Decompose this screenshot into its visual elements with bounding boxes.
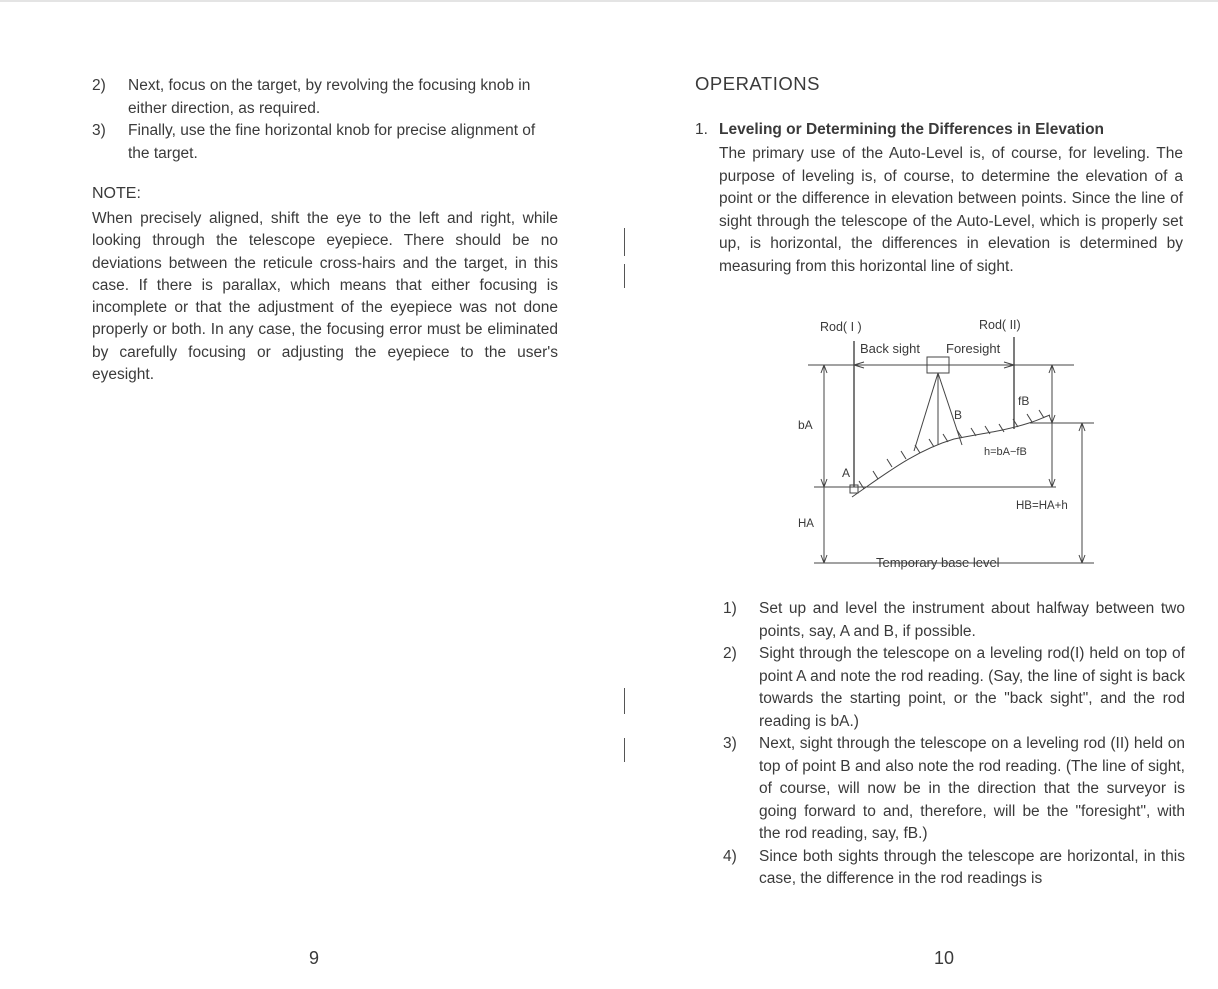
- ground-hatch: [859, 481, 864, 489]
- step-number: 2): [92, 77, 106, 94]
- right-step-list: [723, 598, 1185, 891]
- ground-hatch: [971, 428, 976, 436]
- list-item: [723, 598, 1185, 643]
- ground-hatch: [943, 434, 948, 442]
- operations-heading: OPERATIONS: [695, 73, 820, 94]
- backsight-label: Back sight: [860, 341, 920, 356]
- ground-hatch: [929, 439, 934, 447]
- ground-hatch: [1039, 410, 1044, 418]
- step-text: Finally, use the fine horizontal knob for precise alignment of the target.: [128, 122, 536, 162]
- ground-hatch: [915, 445, 920, 453]
- section-number: 1.: [695, 121, 708, 138]
- step-number: 4): [723, 847, 737, 865]
- fb-label: fB: [1018, 394, 1030, 408]
- left-step-list: [92, 75, 558, 165]
- step-text: Set up and level the instrument about halfway between two points, say, A and B, if possible.: [759, 600, 1185, 640]
- step-text: Sight through the telescope on a leveling rod(I) held on top of point A and note the rod reading. (Say, the line of sight is back towards the starting point, or the "back sight", and the rod reading is bA.): [759, 645, 1185, 730]
- tripod-leg: [914, 373, 938, 451]
- step-number: 2): [723, 645, 737, 662]
- page-number: 10: [934, 948, 955, 968]
- ha-label: HA: [798, 518, 814, 530]
- rod1-label: Rod( I ): [820, 320, 862, 334]
- list-item: [723, 846, 1185, 891]
- ground-hatch: [873, 471, 878, 479]
- list-item: [723, 733, 1185, 846]
- point-a-label: A: [842, 466, 851, 480]
- step-text: Since both sights through the telescope are horizontal, in this case, the difference in the rod readings is: [759, 847, 1185, 887]
- step-number: 1): [723, 600, 737, 617]
- base-level-label: Temporary base level: [876, 555, 1000, 570]
- step-text: Next, sight through the telescope on a leveling rod (II) held on top of point B and also note the rod reading. (The line of sight, of course, will now be in the direction that the surveyor is going forward to and, therefore, will be the "foresight", with the rod reading, say, fB.): [759, 735, 1185, 842]
- hb-equation-label: HB=HA+h: [1016, 500, 1068, 512]
- ba-label: bA: [798, 418, 813, 432]
- note-heading: NOTE:: [92, 185, 141, 202]
- list-item: [92, 120, 558, 165]
- ground-hatch: [1027, 414, 1032, 422]
- ground-hatch: [887, 459, 892, 467]
- step-number: 3): [723, 735, 737, 752]
- ground-hatch: [901, 451, 906, 459]
- h-equation-label: h=bA−fB: [984, 446, 1027, 458]
- point-b-label: B: [954, 408, 963, 422]
- section-title-text: Leveling or Determining the Differences in Elevation: [719, 121, 1105, 138]
- step-text: Next, focus on the target, by revolving the focusing knob in either direction, as required.: [128, 77, 531, 117]
- step-number: 3): [92, 122, 106, 139]
- right-page: [609, 0, 1218, 989]
- section-title: [695, 121, 1104, 139]
- section-body: The primary use of the Auto-Level is, of course, for leveling. The purpose of leveling is, of course, to determine the elevation of a point or the difference in elevation between points. Since the line of sight through the telescope of the Auto-Level, which is properly set up, is horizontal, the differences in elevation is determined by measuring from this horizontal line of sight.: [719, 145, 1183, 275]
- rod2-label: Rod( II): [979, 318, 1021, 332]
- leveling-diagram: [794, 315, 1114, 577]
- page-number: 9: [309, 948, 320, 968]
- foresight-label: Foresight: [946, 341, 1001, 356]
- list-item: [92, 75, 558, 120]
- list-item: [723, 643, 1185, 733]
- note-body: When precisely aligned, shift the eye to the left and right, while looking through the telescope eyepiece. There should be no deviations between the reticule cross-hairs and the target, in this case. If there is parallax, which means that either focusing is incomplete or that the adjustment of the eyepiece was not done properly or both. In any case, the focusing error must be eliminated by carefully focusing or adjusting the eyepiece to the user's eyesight.: [92, 210, 558, 384]
